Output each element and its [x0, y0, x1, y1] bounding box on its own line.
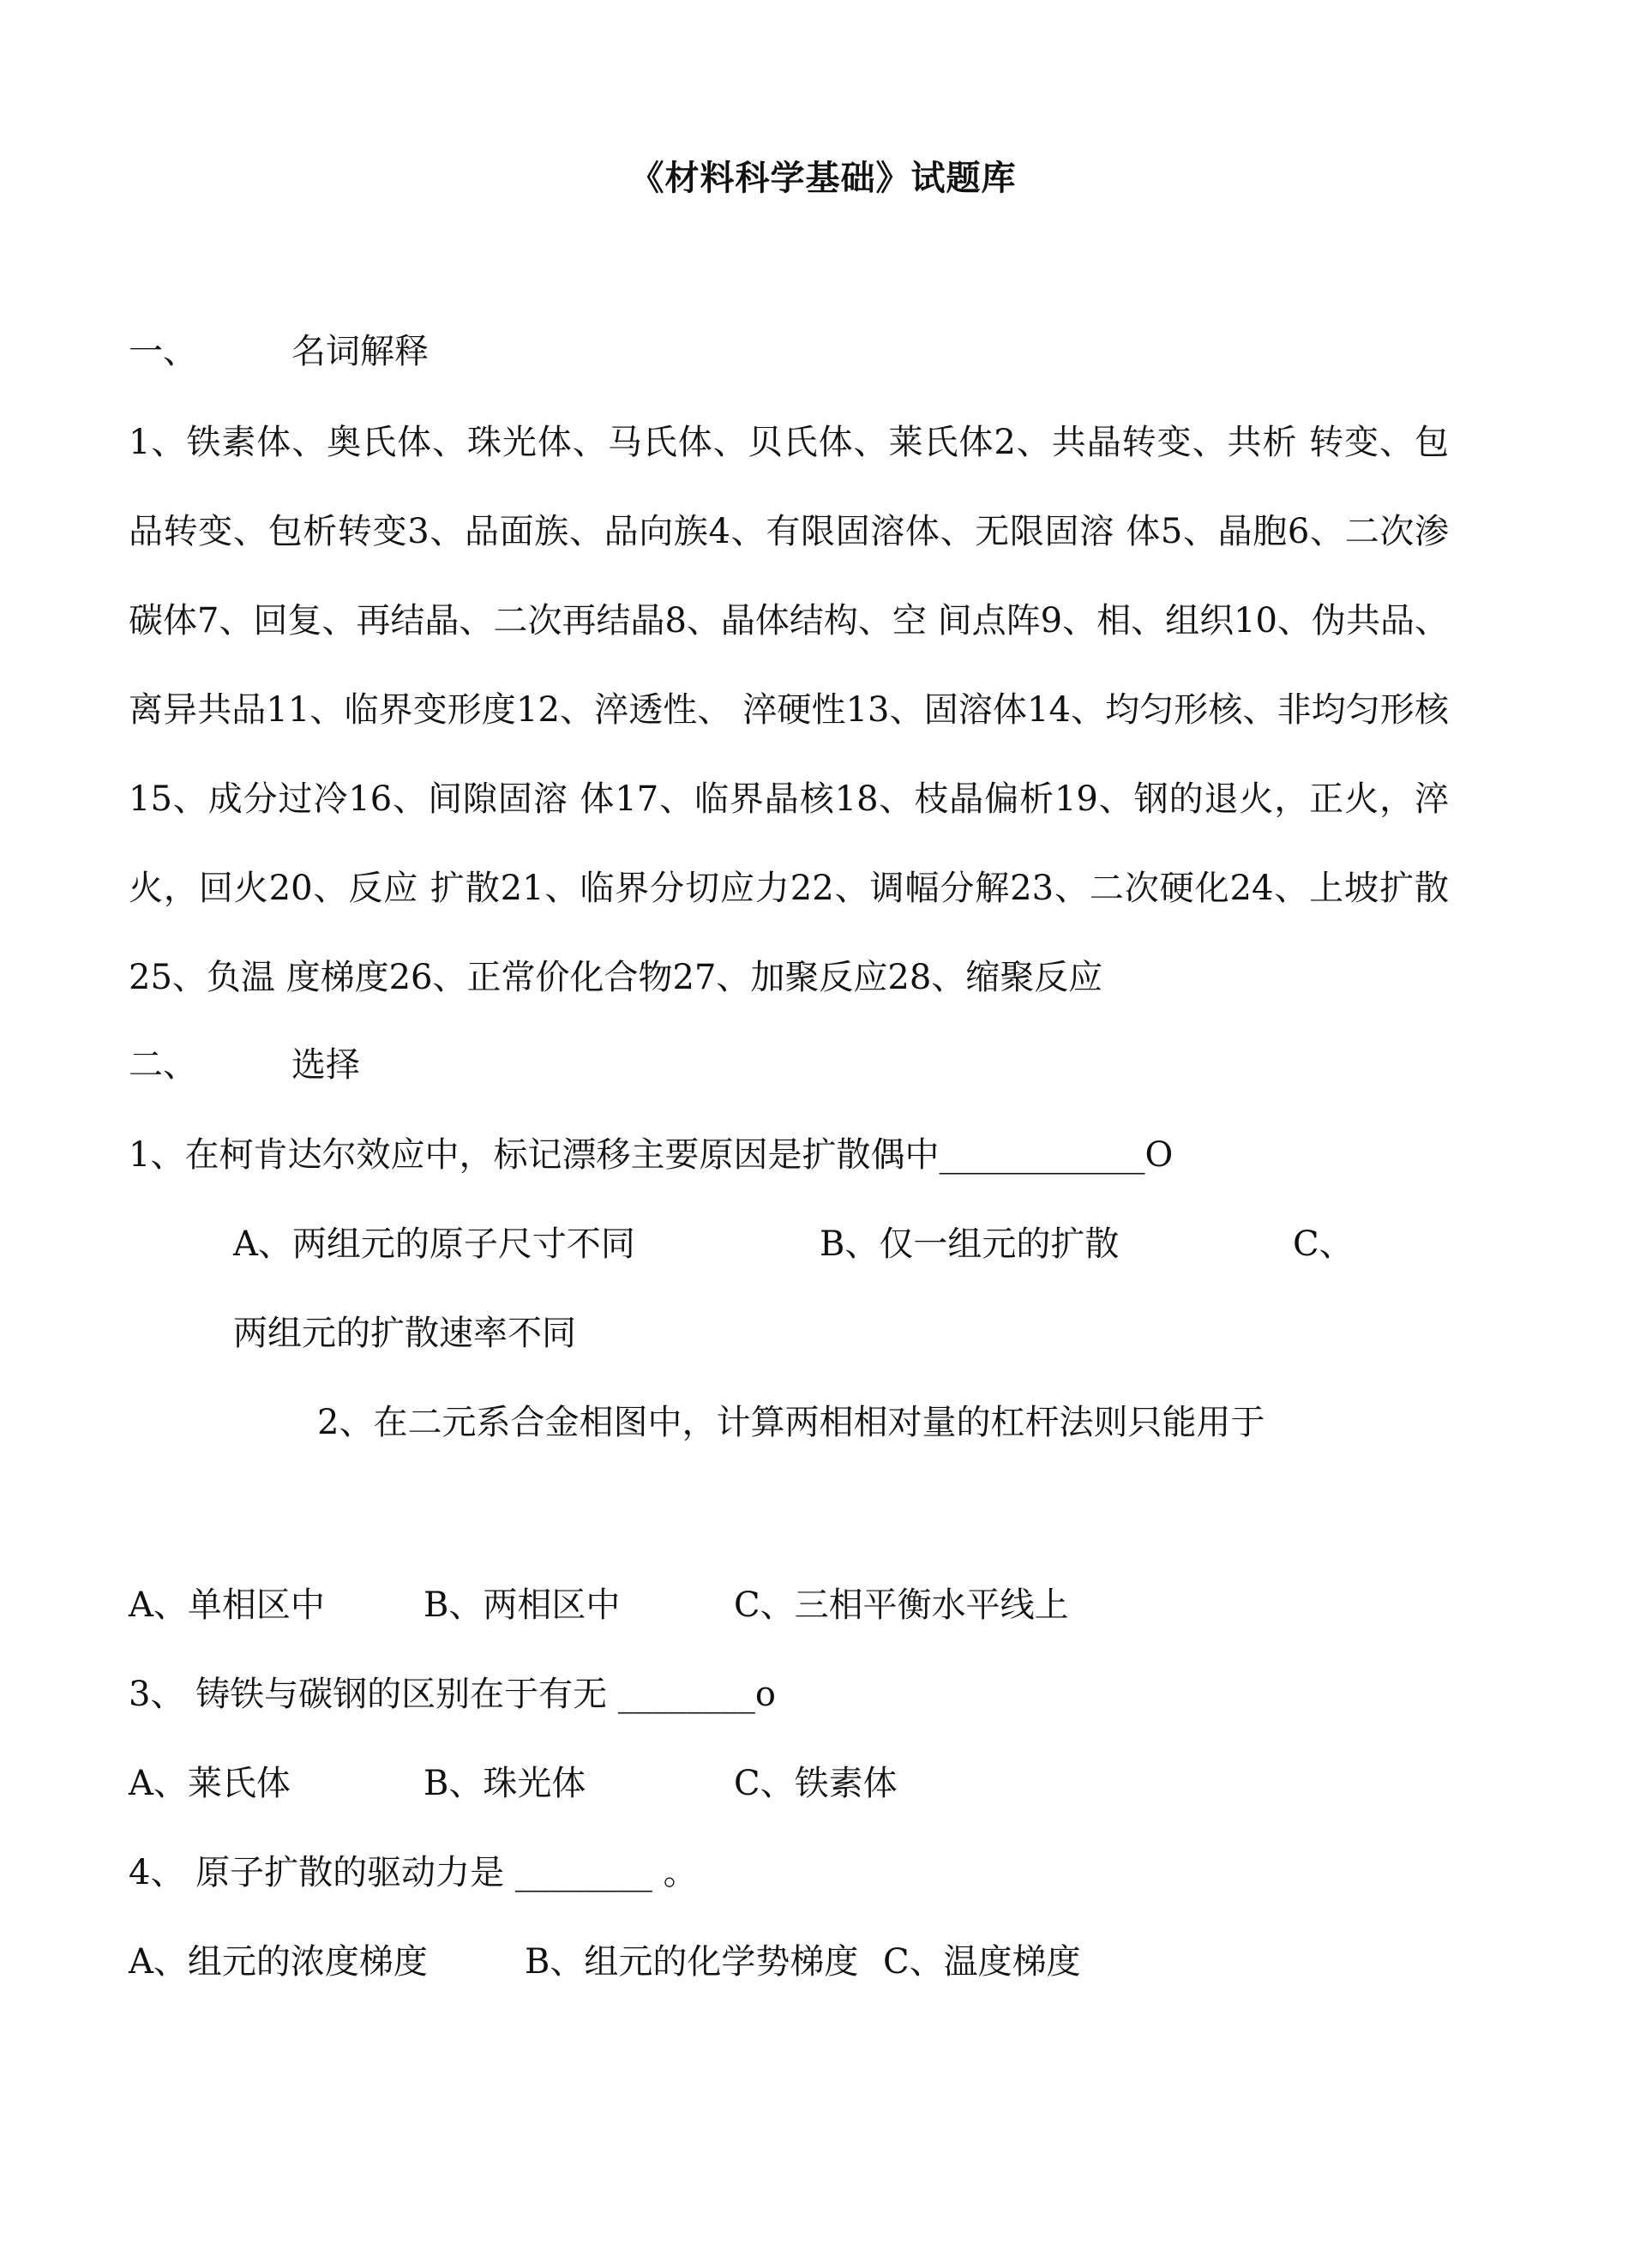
section-1-title: 名词解释 [291, 332, 429, 371]
question-1-option-b: B、仅一组元的扩散 [820, 1224, 1120, 1264]
question-4-option-a: A、组元的浓度梯度 [129, 1942, 428, 1982]
terms-paragraph: 1、铁素体、奥氏体、珠光体、马氏体、贝氏体、莱氏体2、共晶转变、共析 转变、包品转变、包析转变3、品面族、品向族4、有限固溶体、无限固溶 体5、晶胞6、二次渗碳体7、回复、再结晶、二次再结晶8、晶体结构、空 间点阵9、相、组织10、伪共品、离异共品11、临界变形度12、淬透性、 淬硬性13、固溶体14、均匀形核、非均匀形核15、成分过冷16、间隙固溶 体17、临界晶核18、枝晶偏析19、钢的退火，正火，淬火，回火20、反应 扩散21、临界分切应力22、调幅分解23、二次硬化24、上坡扩散25、负温 度梯度26、正常价化合物27、加聚反应28、缩聚反应 [129, 423, 1449, 997]
question-4-stem: 4、 原子扩散的驱动力是 ________ 。 [129, 1853, 698, 1892]
section-2-title: 选择 [291, 1045, 360, 1085]
section-1-number: 一、 [129, 332, 197, 371]
document-title: 《材料科学基础》试题库 [629, 158, 1017, 198]
question-4-option-c: C、温度梯度 [883, 1942, 1081, 1982]
question-1-option-c-text: 两组元的扩散速率不同 [233, 1314, 576, 1353]
question-1-stem: 1、在柯肯达尔效应中，标记漂移主要原因是扩散偶中____________O [129, 1135, 1174, 1175]
question-1-option-c: C、 [1293, 1224, 1354, 1264]
question-2-stem: 2、在二元系合金相图中，计算两相相对量的杠杆法则只能用于 [317, 1403, 1265, 1442]
question-4-option-b: B、组元的化学势梯度 [525, 1942, 859, 1982]
question-1-option-a: A、两组元的原子尺寸不同 [233, 1224, 635, 1264]
question-2-option-c: C、三相平衡水平线上 [734, 1585, 1069, 1625]
question-3-option-a: A、莱氏体 [129, 1764, 291, 1803]
question-3-option-c: C、铁素体 [734, 1764, 898, 1803]
question-3-option-b: B、珠光体 [424, 1764, 586, 1803]
section-2-heading [129, 1044, 360, 1086]
section-1-heading [129, 331, 429, 372]
question-3-stem: 3、 铸铁与碳钢的区别在于有无 ________o [129, 1675, 776, 1714]
question-2-option-a: A、单相区中 [129, 1585, 325, 1625]
question-2-option-b: B、两相区中 [424, 1585, 621, 1625]
section-2-number: 二、 [129, 1045, 197, 1085]
